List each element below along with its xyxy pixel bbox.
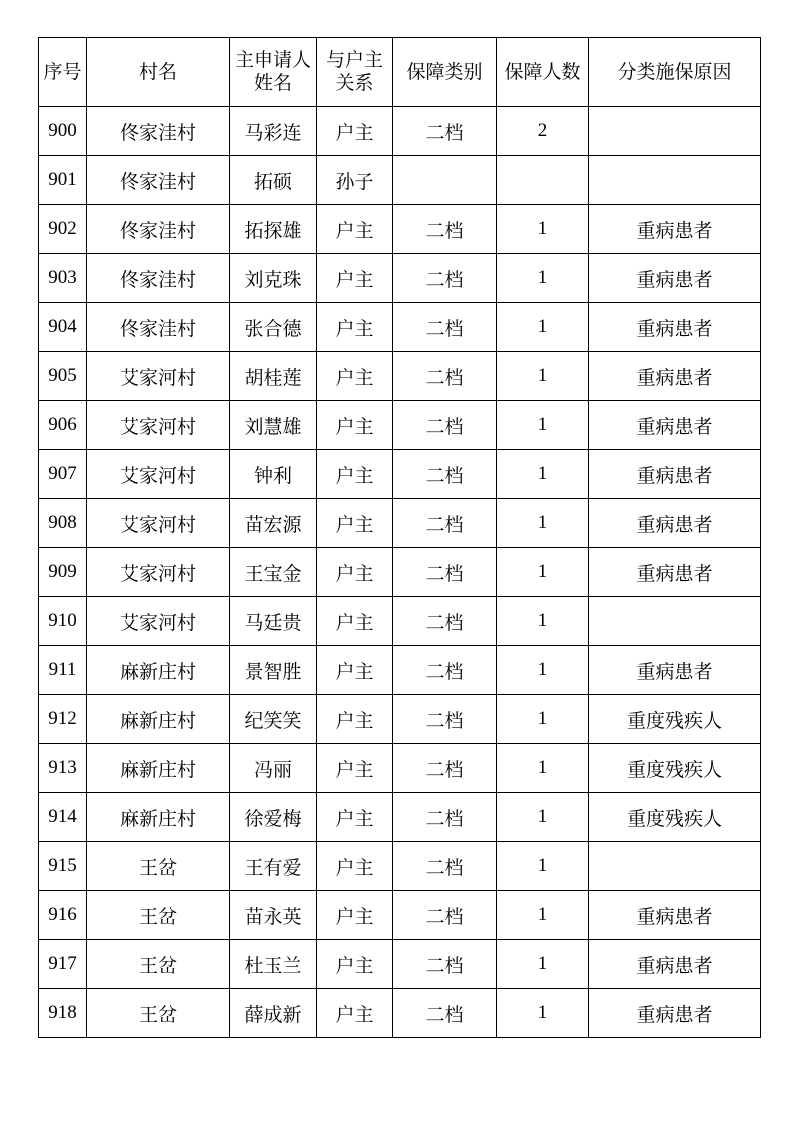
category-cell: 二档 (393, 989, 497, 1038)
table-row (39, 401, 761, 450)
assistance-roster-table (38, 37, 761, 1038)
count-cell: 1 (497, 695, 589, 744)
count-cell: 1 (497, 548, 589, 597)
table-row (39, 744, 761, 793)
category-cell: 二档 (393, 695, 497, 744)
reason-cell: 重病患者 (589, 303, 761, 352)
applicant-name-cell: 刘慧雄 (230, 401, 317, 450)
reason-cell: 重度残疾人 (589, 744, 761, 793)
relation-cell: 户主 (317, 891, 393, 940)
table-row (39, 156, 761, 205)
village-name-cell: 麻新庄村 (87, 793, 230, 842)
category-cell: 二档 (393, 352, 497, 401)
relation-cell: 户主 (317, 940, 393, 989)
reason-cell: 重病患者 (589, 450, 761, 499)
header-assistance-reason: 分类施保原因 (589, 38, 761, 107)
table-header (39, 38, 761, 107)
village-name-cell: 艾家河村 (87, 401, 230, 450)
category-cell: 二档 (393, 401, 497, 450)
serial-number-cell: 909 (39, 548, 87, 597)
table-body (39, 107, 761, 1038)
category-cell: 二档 (393, 499, 497, 548)
category-cell: 二档 (393, 744, 497, 793)
table-row (39, 940, 761, 989)
count-cell: 1 (497, 891, 589, 940)
serial-number-cell: 918 (39, 989, 87, 1038)
relation-cell: 户主 (317, 352, 393, 401)
serial-number-cell: 901 (39, 156, 87, 205)
village-name-cell: 王岔 (87, 891, 230, 940)
serial-number-cell: 915 (39, 842, 87, 891)
header-applicant-name: 主申请人姓名 (230, 38, 317, 107)
reason-cell: 重度残疾人 (589, 695, 761, 744)
village-name-cell: 艾家河村 (87, 548, 230, 597)
relation-cell: 户主 (317, 744, 393, 793)
count-cell: 1 (497, 352, 589, 401)
count-cell: 1 (497, 401, 589, 450)
applicant-name-cell: 王宝金 (230, 548, 317, 597)
applicant-name-cell: 张合德 (230, 303, 317, 352)
reason-cell: 重病患者 (589, 254, 761, 303)
relation-cell: 户主 (317, 695, 393, 744)
header-village-name: 村名 (87, 38, 230, 107)
reason-cell: 重病患者 (589, 891, 761, 940)
reason-cell (589, 156, 761, 205)
applicant-name-cell: 冯丽 (230, 744, 317, 793)
serial-number-cell: 902 (39, 205, 87, 254)
village-name-cell: 艾家河村 (87, 352, 230, 401)
count-cell: 1 (497, 940, 589, 989)
reason-cell: 重病患者 (589, 989, 761, 1038)
category-cell: 二档 (393, 793, 497, 842)
table-row (39, 548, 761, 597)
applicant-name-cell: 王有爱 (230, 842, 317, 891)
serial-number-cell: 906 (39, 401, 87, 450)
relation-cell: 户主 (317, 303, 393, 352)
relation-cell: 户主 (317, 450, 393, 499)
applicant-name-cell: 拓探雄 (230, 205, 317, 254)
serial-number-cell: 908 (39, 499, 87, 548)
reason-cell: 重病患者 (589, 646, 761, 695)
table-row (39, 352, 761, 401)
table-row (39, 499, 761, 548)
village-name-cell: 佟家洼村 (87, 205, 230, 254)
village-name-cell: 佟家洼村 (87, 303, 230, 352)
category-cell: 二档 (393, 646, 497, 695)
village-name-cell: 王岔 (87, 940, 230, 989)
category-cell (393, 156, 497, 205)
header-assistance-count: 保障人数 (497, 38, 589, 107)
table-row (39, 989, 761, 1038)
serial-number-cell: 903 (39, 254, 87, 303)
applicant-name-cell: 苗永英 (230, 891, 317, 940)
count-cell: 2 (497, 107, 589, 156)
table-row (39, 450, 761, 499)
table-row (39, 891, 761, 940)
count-cell: 1 (497, 989, 589, 1038)
relation-cell: 户主 (317, 548, 393, 597)
category-cell: 二档 (393, 205, 497, 254)
reason-cell: 重病患者 (589, 205, 761, 254)
serial-number-cell: 912 (39, 695, 87, 744)
applicant-name-cell: 苗宏源 (230, 499, 317, 548)
serial-number-cell: 905 (39, 352, 87, 401)
relation-cell: 户主 (317, 646, 393, 695)
reason-cell: 重病患者 (589, 548, 761, 597)
relation-cell: 户主 (317, 597, 393, 646)
count-cell: 1 (497, 205, 589, 254)
serial-number-cell: 914 (39, 793, 87, 842)
reason-cell: 重度残疾人 (589, 793, 761, 842)
category-cell: 二档 (393, 254, 497, 303)
applicant-name-cell: 拓硕 (230, 156, 317, 205)
count-cell: 1 (497, 744, 589, 793)
table-row (39, 107, 761, 156)
table-row (39, 597, 761, 646)
reason-cell (589, 842, 761, 891)
count-cell: 1 (497, 793, 589, 842)
relation-cell: 户主 (317, 793, 393, 842)
serial-number-cell: 911 (39, 646, 87, 695)
category-cell: 二档 (393, 548, 497, 597)
applicant-name-cell: 钟利 (230, 450, 317, 499)
table-row (39, 695, 761, 744)
applicant-name-cell: 刘克珠 (230, 254, 317, 303)
village-name-cell: 艾家河村 (87, 450, 230, 499)
count-cell: 1 (497, 499, 589, 548)
count-cell: 1 (497, 597, 589, 646)
serial-number-cell: 913 (39, 744, 87, 793)
applicant-name-cell: 景智胜 (230, 646, 317, 695)
village-name-cell: 佟家洼村 (87, 156, 230, 205)
applicant-name-cell: 马彩连 (230, 107, 317, 156)
relation-cell: 户主 (317, 107, 393, 156)
village-name-cell: 艾家河村 (87, 499, 230, 548)
serial-number-cell: 917 (39, 940, 87, 989)
applicant-name-cell: 徐爱梅 (230, 793, 317, 842)
category-cell: 二档 (393, 891, 497, 940)
table-row (39, 842, 761, 891)
village-name-cell: 麻新庄村 (87, 646, 230, 695)
table-row (39, 793, 761, 842)
relation-cell: 孙子 (317, 156, 393, 205)
village-name-cell: 麻新庄村 (87, 695, 230, 744)
applicant-name-cell: 纪笑笑 (230, 695, 317, 744)
relation-cell: 户主 (317, 254, 393, 303)
reason-cell: 重病患者 (589, 499, 761, 548)
serial-number-cell: 916 (39, 891, 87, 940)
village-name-cell: 王岔 (87, 842, 230, 891)
table-row (39, 303, 761, 352)
reason-cell: 重病患者 (589, 940, 761, 989)
village-name-cell: 麻新庄村 (87, 744, 230, 793)
village-name-cell: 佟家洼村 (87, 107, 230, 156)
serial-number-cell: 907 (39, 450, 87, 499)
category-cell: 二档 (393, 303, 497, 352)
applicant-name-cell: 杜玉兰 (230, 940, 317, 989)
category-cell: 二档 (393, 450, 497, 499)
count-cell: 1 (497, 842, 589, 891)
reason-cell (589, 597, 761, 646)
count-cell: 1 (497, 646, 589, 695)
category-cell: 二档 (393, 597, 497, 646)
table-row (39, 646, 761, 695)
reason-cell: 重病患者 (589, 401, 761, 450)
serial-number-cell: 904 (39, 303, 87, 352)
header-serial-number: 序号 (39, 38, 87, 107)
relation-cell: 户主 (317, 842, 393, 891)
table-row (39, 254, 761, 303)
count-cell: 1 (497, 450, 589, 499)
category-cell: 二档 (393, 940, 497, 989)
applicant-name-cell: 薛成新 (230, 989, 317, 1038)
relation-cell: 户主 (317, 989, 393, 1038)
reason-cell: 重病患者 (589, 352, 761, 401)
table-row (39, 205, 761, 254)
applicant-name-cell: 马廷贵 (230, 597, 317, 646)
relation-cell: 户主 (317, 499, 393, 548)
count-cell: 1 (497, 254, 589, 303)
serial-number-cell: 900 (39, 107, 87, 156)
category-cell: 二档 (393, 842, 497, 891)
header-relation-to-head: 与户主关系 (317, 38, 393, 107)
serial-number-cell: 910 (39, 597, 87, 646)
village-name-cell: 佟家洼村 (87, 254, 230, 303)
header-row (39, 38, 761, 107)
category-cell: 二档 (393, 107, 497, 156)
header-assistance-category: 保障类别 (393, 38, 497, 107)
count-cell: 1 (497, 303, 589, 352)
relation-cell: 户主 (317, 205, 393, 254)
applicant-name-cell: 胡桂莲 (230, 352, 317, 401)
village-name-cell: 艾家河村 (87, 597, 230, 646)
count-cell (497, 156, 589, 205)
reason-cell (589, 107, 761, 156)
relation-cell: 户主 (317, 401, 393, 450)
village-name-cell: 王岔 (87, 989, 230, 1038)
